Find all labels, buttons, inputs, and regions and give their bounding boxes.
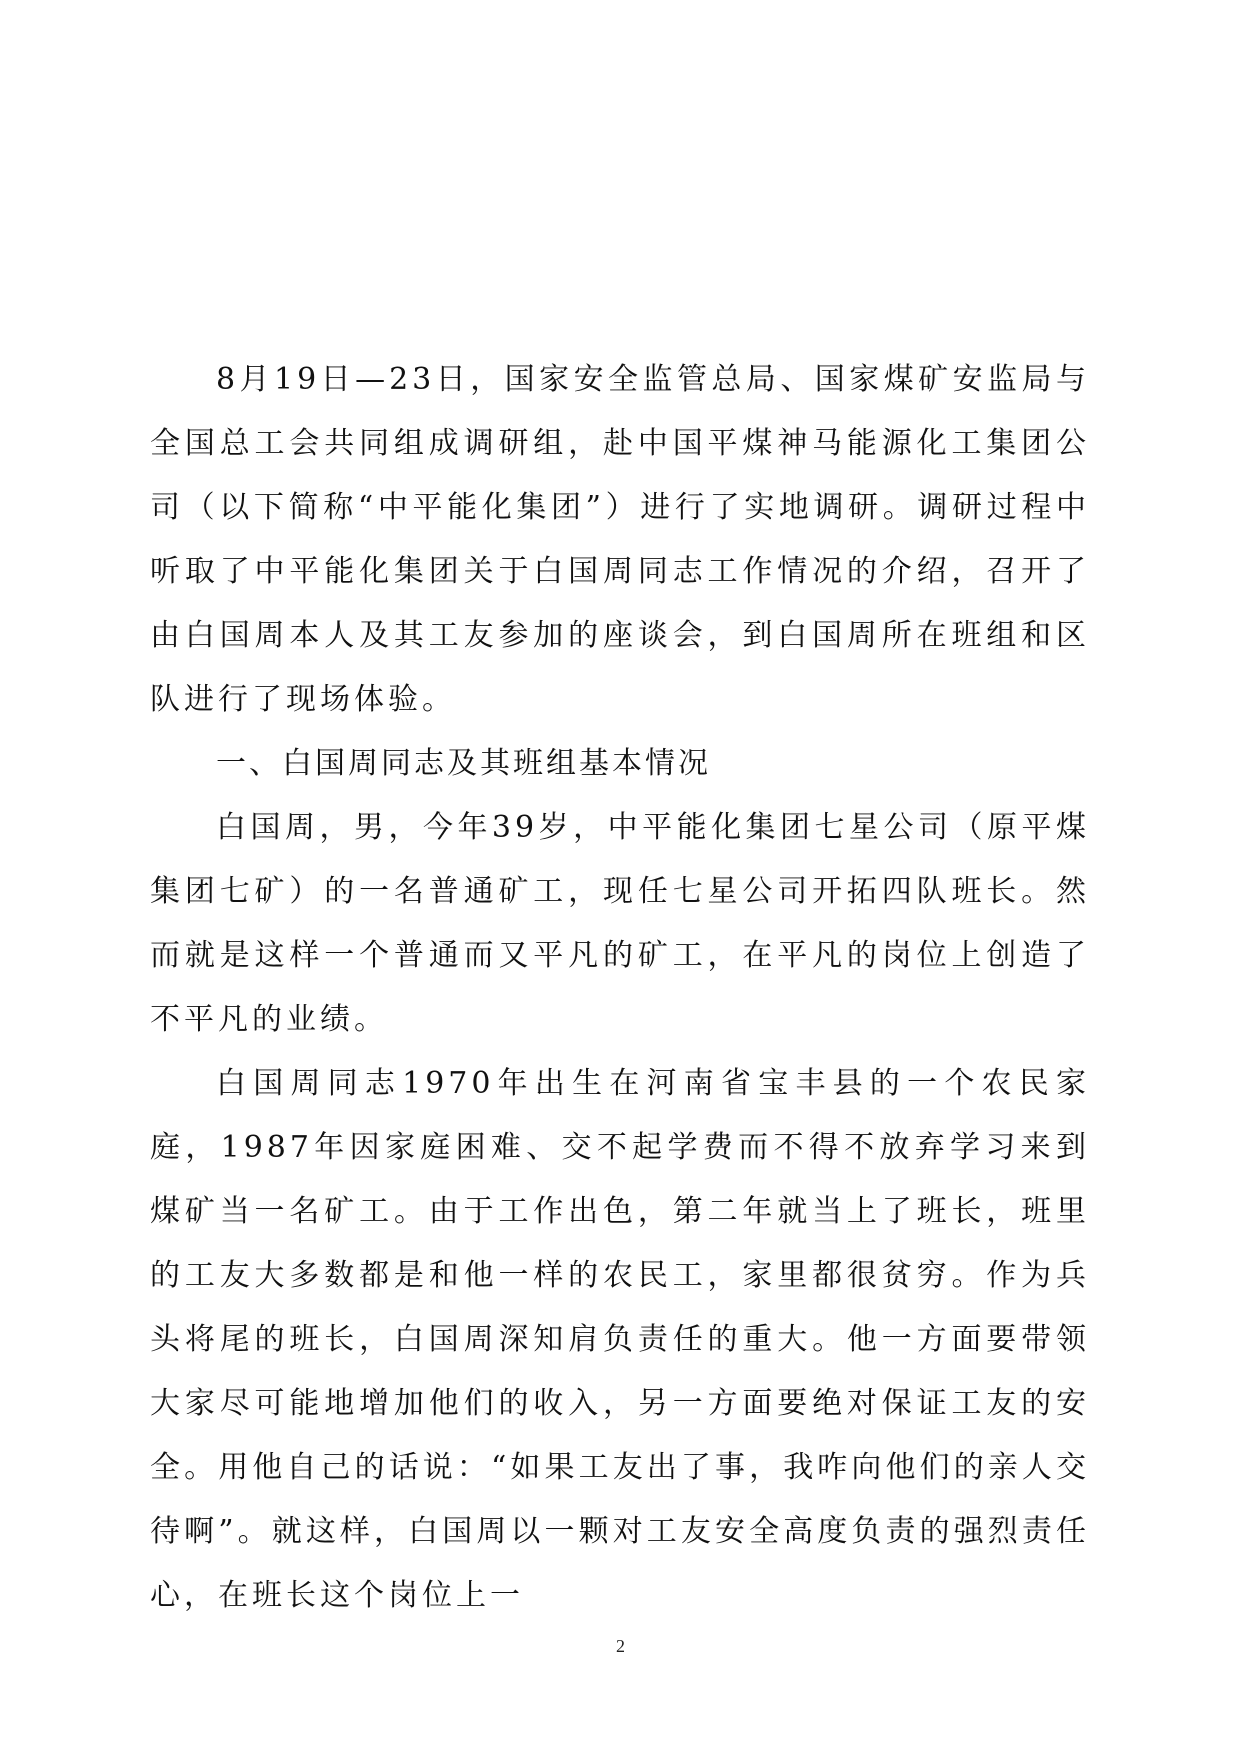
intro-paragraph: 8月19日—23日，国家安全监管总局、国家煤矿安监局与全国总工会共同组成调研组，赴中国平煤神马能源化工集团公司（以下简称“中平能化集团”）进行了实地调研。调研过程中听取了中平能化集团关于白国周同志工作情况的介绍，召开了由白国周本人及其工友参加的座谈会，到白国周所在班组和区队进行了现场体验。 [150, 362, 1090, 717]
page-number: 2 [616, 1636, 625, 1656]
body-paragraph-1: 白国周，男，今年39岁，中平能化集团七星公司（原平煤集团七矿）的一名普通矿工，现任七星公司开拓四队班长。然而就是这样一个普通而又平凡的矿工，在平凡的岗位上创造了不平凡的业绩。 [150, 810, 1090, 1037]
document-body [150, 348, 1090, 1628]
section-heading: 一、白国周同志及其班组基本情况 [216, 746, 711, 781]
body-paragraph-2: 白国周同志1970年出生在河南省宝丰县的一个农民家庭，1987年因家庭困难、交不起学费而不得不放弃学习来到煤矿当一名矿工。由于工作出色，第二年就当上了班长，班里的工友大多数都是和他一样的农民工，家里都很贫穷。作为兵头将尾的班长，白国周深知肩负责任的重大。他一方面要带领大家尽可能地增加他们的收入，另一方面要绝对保证工友的安全。用他自己的话说：“如果工友出了事，我咋向他们的亲人交待啊”。就这样，白国周以一颗对工友安全高度负责的强烈责任心，在班长这个岗位上一 [150, 1066, 1090, 1613]
